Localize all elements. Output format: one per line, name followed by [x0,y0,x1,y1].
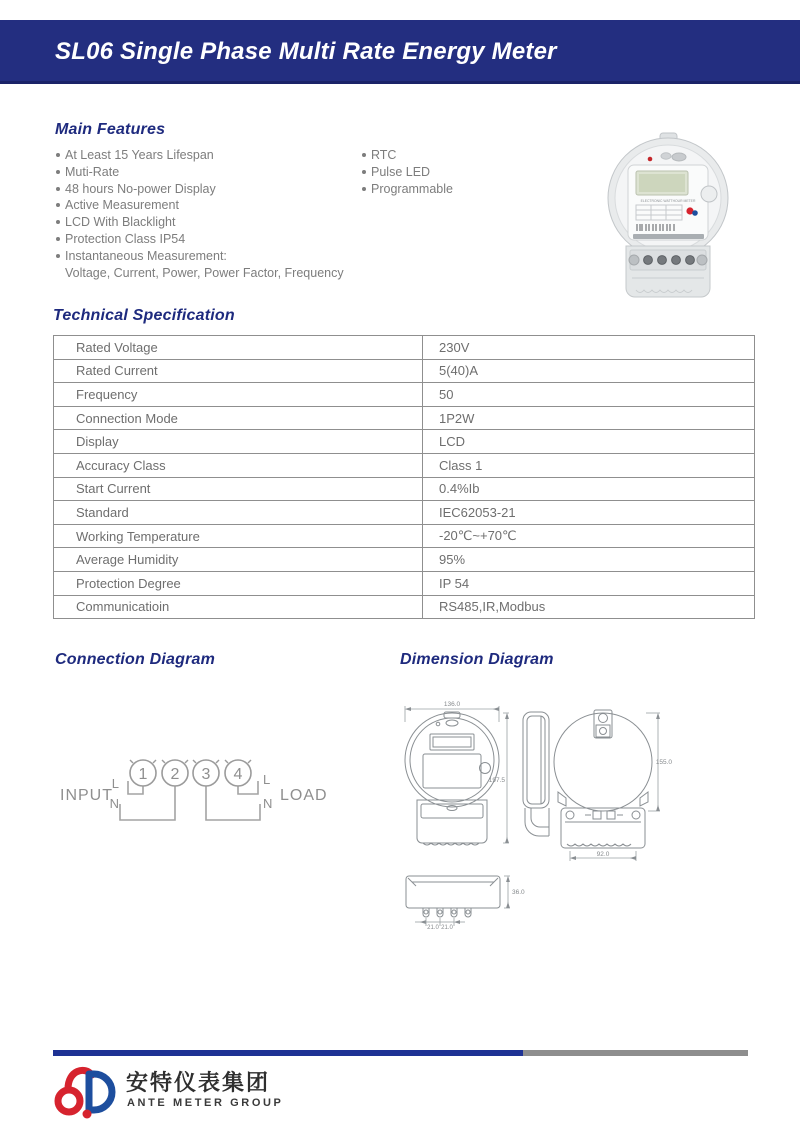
table-row [54,336,755,360]
bullet-icon [362,153,366,157]
load-label: LOAD [280,787,328,804]
feature-item [56,147,356,164]
dim-width-label: 136.0 [443,701,461,708]
connection-diagram-heading: Connection Diagram [55,651,216,668]
dim-pitch-a-label: 21.0 [427,925,439,931]
table-row [54,571,755,595]
footer-bar-blue [53,1050,523,1056]
feature-item [362,147,562,164]
feature-item-label: Active Measurement [65,198,179,213]
spec-value: RS485,IR,Modbus [423,595,755,619]
spec-label: Rated Current [54,359,423,383]
technical-specification-heading: Technical Specification [53,307,235,324]
connection-diagram [48,740,338,855]
feature-item-label: RTC [371,148,397,162]
meter-button-icon [701,186,717,202]
terminal-number: 4 [233,766,243,783]
spec-label: Standard [54,501,423,525]
terminal-number: 2 [170,766,180,783]
energy-meter-product-image [606,132,732,309]
dimension-diagram [390,696,675,941]
table-row [54,524,755,548]
feature-item-label: Pulse LED [371,164,431,179]
line-out-label: L [263,772,271,787]
spec-value: IEC62053-21 [423,501,755,525]
feature-item-label: Instantaneous Measurement: [65,248,227,263]
spec-label: Frequency [54,383,423,407]
table-row [54,477,755,501]
page-title: SL06 Single Phase Multi Rate Energy Meter [55,38,557,65]
dim-depth-label: 36.0 [512,889,525,896]
feature-item [56,231,356,248]
bottom-view [406,876,500,917]
company-logo [53,1060,119,1125]
main-features-heading: Main Features [55,121,166,138]
technical-specification-table [53,335,755,619]
feature-item [56,248,356,265]
company-name-en: ANTE METER GROUP [127,1097,284,1109]
front-view [405,712,499,845]
feature-item-continuation: Voltage, Current, Power, Power Factor, Frequency [65,265,344,280]
spec-label: Working Temperature [54,524,423,548]
input-label: INPUT [60,787,113,804]
line-in-label: L [111,776,119,791]
feature-item [362,164,562,181]
feature-item [56,181,356,198]
feature-item [362,181,562,198]
spec-value: 95% [423,548,755,572]
feature-item-label: Muti-Rate [65,164,120,179]
bullet-icon [56,203,60,207]
dimension-diagram-heading: Dimension Diagram [400,651,554,668]
spec-value: 50 [423,383,755,407]
table-row [54,359,755,383]
bullet-icon [56,153,60,157]
table-row [54,406,755,430]
side-view [523,712,549,836]
ante-logo-icon [53,1060,119,1120]
feature-item-label: Programmable [371,181,453,196]
terminal-number: 1 [138,766,148,783]
spec-label: Protection Degree [54,571,423,595]
feature-item-label: Protection Class IP54 [65,231,186,246]
wire-neutral-out [206,786,260,820]
spec-value: 230V [423,336,755,360]
feature-item-label: LCD With Blacklight [65,215,176,230]
footer-bar-gray [523,1050,748,1056]
spec-label: Display [54,430,423,454]
feature-item [56,214,356,231]
dimension-diagram-drawing [390,696,675,936]
table-row [54,595,755,619]
spec-value: 0.4%Ib [423,477,755,501]
main-features-right-list [362,147,562,197]
spec-value: -20℃~+70℃ [423,524,755,548]
main-features-left-list [56,147,356,281]
spec-label: Rated Voltage [54,336,423,360]
neutral-in-label: N [109,796,119,811]
bullet-icon [362,187,366,191]
dim-terminal-width-label: 92.0 [596,851,610,858]
bullet-icon [56,220,60,224]
table-row [54,548,755,572]
spec-value: LCD [423,430,755,454]
feature-item-label: At Least 15 Years Lifespan [65,148,214,162]
spec-value: Class 1 [423,453,755,477]
bullet-icon [56,187,60,191]
dim-back-height-label: 155.0 [655,759,672,766]
feature-item [56,197,356,214]
connection-diagram-drawing [48,740,338,850]
spec-value: IP 54 [423,571,755,595]
plate-title: ELECTRONIC WATTHOUR METER [640,199,696,203]
spec-label: Connection Mode [54,406,423,430]
bullet-icon [362,170,366,174]
table-row [54,501,755,525]
spec-value: 5(40)A [423,359,755,383]
feature-item-label: 48 hours No-power Display [65,181,216,196]
energy-meter-illustration [606,132,732,304]
back-view [554,710,652,848]
spec-label: Communicatioin [54,595,423,619]
bullet-icon [56,170,60,174]
pulse-led-icon [648,157,653,162]
table-row [54,430,755,454]
neutral-out-label: N [263,796,273,811]
bullet-icon [56,237,60,241]
bullet-icon [56,254,60,258]
table-row [54,453,755,477]
dim-pitch-b-label: 21.0 [441,925,453,931]
terminal-number: 3 [201,766,211,783]
dim-height-label: 197.5 [488,777,505,784]
plate-footer-strip [633,234,704,239]
spec-label: Accuracy Class [54,453,423,477]
feature-item [56,164,356,181]
spec-label: Average Humidity [54,548,423,572]
company-name-cn: 安特仪表集团 [126,1070,271,1095]
spec-value: 1P2W [423,406,755,430]
table-row [54,383,755,407]
spec-label: Start Current [54,477,423,501]
